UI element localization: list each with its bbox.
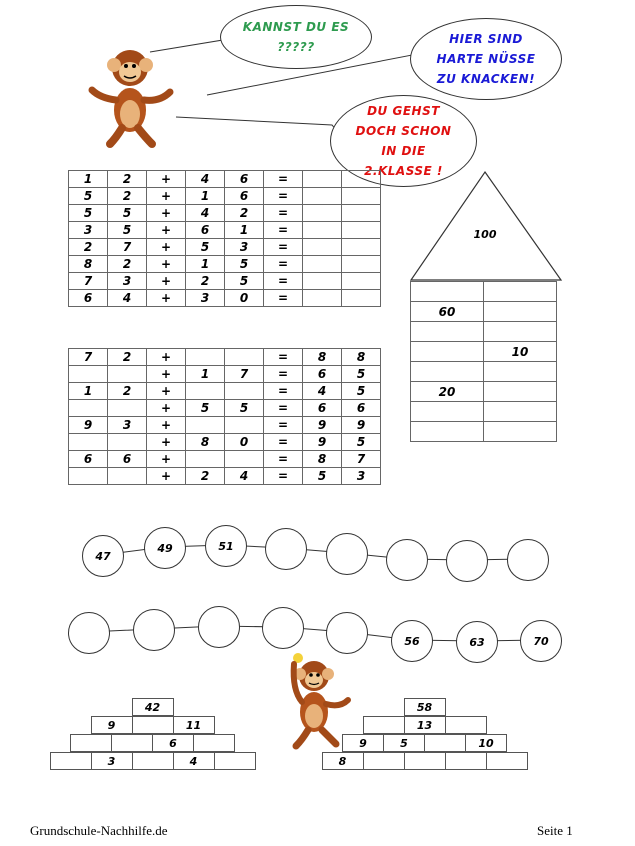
table1-row: [69, 256, 381, 273]
pyramid-brick: 42: [132, 698, 174, 716]
table2-cell: 2: [108, 349, 147, 366]
house-row: [411, 302, 557, 322]
table2-cell: [186, 451, 225, 468]
table2-cell: 7: [225, 366, 264, 383]
table1-cell: [342, 171, 381, 188]
table2-cell: =: [264, 366, 303, 383]
table2-cell: 4: [303, 383, 342, 400]
house-cell: [484, 322, 557, 342]
table2-cell: 6: [303, 400, 342, 417]
footer-site: Grundschule-Nachhilfe.de: [30, 823, 168, 838]
pyramid-brick: 13: [404, 716, 446, 734]
table1-cell: [303, 205, 342, 222]
chain-circle: [198, 606, 240, 648]
house-cell: [411, 402, 484, 422]
house-row: [411, 362, 557, 382]
house-cell: [411, 282, 484, 302]
house-row: [411, 422, 557, 442]
table2-row: [69, 468, 381, 485]
table1-cell: =: [264, 256, 303, 273]
table1-cell: 2: [225, 205, 264, 222]
pyramid-brick: 9: [91, 716, 133, 734]
pyramid-brick: [363, 716, 405, 734]
table1-cell: [342, 273, 381, 290]
chain-circle: [507, 539, 549, 581]
table1-row: [69, 290, 381, 307]
table1-cell: 1: [69, 171, 108, 188]
chain-circle: 63: [456, 621, 498, 663]
house-row: [411, 282, 557, 302]
table1-row: [69, 273, 381, 290]
table1-cell: 7: [108, 239, 147, 256]
table1-cell: 2: [186, 273, 225, 290]
table1-cell: [303, 171, 342, 188]
table1-cell: =: [264, 222, 303, 239]
chain-circle: [326, 612, 368, 654]
table2-cell: =: [264, 417, 303, 434]
table1-cell: =: [264, 290, 303, 307]
house-cell: 60: [411, 302, 484, 322]
table1-cell: 2: [108, 171, 147, 188]
table1-cell: 4: [186, 171, 225, 188]
table2-cell: 2: [186, 468, 225, 485]
table1-cell: +: [147, 239, 186, 256]
chain-circle: 47: [82, 535, 124, 577]
pyramid-brick: 6: [152, 734, 194, 752]
house-cell: [411, 342, 484, 362]
pyramid-brick: [111, 734, 153, 752]
table1-cell: +: [147, 205, 186, 222]
house-cell: 20: [411, 382, 484, 402]
table1-cell: 6: [69, 290, 108, 307]
table2-cell: 6: [108, 451, 147, 468]
table2-cell: +: [147, 417, 186, 434]
table1-cell: 7: [69, 273, 108, 290]
table2-cell: [225, 451, 264, 468]
pyramid-brick: 58: [404, 698, 446, 716]
table1-cell: 1: [186, 188, 225, 205]
table1-row: [69, 188, 381, 205]
table1-row: [69, 222, 381, 239]
pyramid-brick: [445, 752, 487, 770]
addition-table-1: [68, 170, 381, 307]
table2-cell: [225, 349, 264, 366]
table2-cell: 6: [69, 451, 108, 468]
table2-cell: 6: [303, 366, 342, 383]
table2-cell: +: [147, 468, 186, 485]
house-roof-value: 100: [473, 228, 497, 241]
table1-row: [69, 205, 381, 222]
table2-row: [69, 383, 381, 400]
chain-circle: 49: [144, 527, 186, 569]
chain-circle: [326, 533, 368, 575]
table2-cell: =: [264, 383, 303, 400]
table1-cell: [342, 205, 381, 222]
table1-cell: 5: [108, 205, 147, 222]
house-cell: [411, 322, 484, 342]
table2-cell: [186, 417, 225, 434]
table1-cell: 6: [225, 188, 264, 205]
table1-cell: 4: [186, 205, 225, 222]
pyramid-brick: [214, 752, 256, 770]
table1-cell: 5: [225, 256, 264, 273]
table1-cell: 6: [186, 222, 225, 239]
pyramid-brick: [132, 716, 174, 734]
chain-circle: [68, 612, 110, 654]
pyramid-brick: [193, 734, 235, 752]
table2-cell: [69, 400, 108, 417]
table1-cell: [303, 256, 342, 273]
table1-cell: =: [264, 188, 303, 205]
table2-cell: 8: [303, 349, 342, 366]
pyramid-brick: [404, 752, 446, 770]
speech-bubble-1: [220, 5, 372, 69]
table1-cell: [303, 188, 342, 205]
pyramid-brick: 8: [322, 752, 364, 770]
table2-cell: [108, 400, 147, 417]
table1-cell: [342, 188, 381, 205]
table2-cell: 0: [225, 434, 264, 451]
chain-circle: [386, 539, 428, 581]
table2-cell: [69, 468, 108, 485]
table2-cell: 2: [108, 383, 147, 400]
table1-cell: +: [147, 222, 186, 239]
pyramid-brick: 5: [383, 734, 425, 752]
table1-cell: +: [147, 171, 186, 188]
table2-cell: +: [147, 451, 186, 468]
table2-cell: 7: [69, 349, 108, 366]
addition-table-2: [68, 348, 381, 485]
table1-cell: [303, 222, 342, 239]
table2-row: [69, 349, 381, 366]
table2-cell: [69, 434, 108, 451]
table2-cell: 6: [342, 400, 381, 417]
pyramid-brick: 4: [173, 752, 215, 770]
chain-circle: [262, 607, 304, 649]
table1-cell: [342, 239, 381, 256]
chain-circle: 70: [520, 620, 562, 662]
house-cell: [411, 362, 484, 382]
table1-cell: =: [264, 239, 303, 256]
table1-row: [69, 171, 381, 188]
table1-cell: =: [264, 171, 303, 188]
table2-cell: =: [264, 451, 303, 468]
house-cell: [411, 422, 484, 442]
table2-cell: [225, 417, 264, 434]
table2-cell: 7: [342, 451, 381, 468]
chain-circle: 51: [205, 525, 247, 567]
table2-row: [69, 434, 381, 451]
table1-cell: [303, 290, 342, 307]
monkey-with-lightbulb-illustration: [278, 650, 358, 750]
table1-cell: 3: [225, 239, 264, 256]
footer-page: Seite 1: [537, 823, 573, 838]
table2-cell: 5: [186, 400, 225, 417]
table2-cell: 5: [225, 400, 264, 417]
pyramid-brick: [132, 752, 174, 770]
table1-cell: 5: [108, 222, 147, 239]
table2-cell: 8: [303, 451, 342, 468]
table1-cell: [342, 222, 381, 239]
table1-cell: 2: [69, 239, 108, 256]
table2-cell: +: [147, 434, 186, 451]
table1-cell: 5: [186, 239, 225, 256]
table2-row: [69, 417, 381, 434]
table2-cell: 1: [69, 383, 108, 400]
table1-cell: =: [264, 205, 303, 222]
table1-cell: 8: [69, 256, 108, 273]
house-cell: [484, 382, 557, 402]
house-cell: [484, 302, 557, 322]
table1-cell: 2: [108, 188, 147, 205]
table1-cell: 5: [69, 205, 108, 222]
pyramid-brick: 11: [173, 716, 215, 734]
table2-cell: +: [147, 400, 186, 417]
table1-cell: 3: [108, 273, 147, 290]
table2-cell: 5: [342, 434, 381, 451]
table2-cell: 9: [303, 434, 342, 451]
table2-cell: [108, 366, 147, 383]
house-row: [411, 342, 557, 362]
table1-cell: 2: [108, 256, 147, 273]
table2-cell: [225, 383, 264, 400]
table1-cell: +: [147, 256, 186, 273]
table2-cell: 1: [186, 366, 225, 383]
table2-cell: 8: [342, 349, 381, 366]
house-row: [411, 382, 557, 402]
house-cell: [484, 422, 557, 442]
chain-circle: [265, 528, 307, 570]
table2-cell: =: [264, 468, 303, 485]
house-row: [411, 402, 557, 422]
table1-cell: 4: [108, 290, 147, 307]
table1-cell: 5: [69, 188, 108, 205]
chain-circle: [133, 609, 175, 651]
table1-cell: =: [264, 273, 303, 290]
house-cell: [484, 402, 557, 422]
table2-cell: +: [147, 366, 186, 383]
table2-cell: 3: [342, 468, 381, 485]
pyramid-brick: [50, 752, 92, 770]
table1-cell: +: [147, 273, 186, 290]
table2-cell: +: [147, 349, 186, 366]
table2-cell: 3: [108, 417, 147, 434]
table2-cell: 8: [186, 434, 225, 451]
table1-cell: 0: [225, 290, 264, 307]
house-row: [411, 322, 557, 342]
chain-circle: [446, 540, 488, 582]
table2-row: [69, 366, 381, 383]
table2-cell: =: [264, 400, 303, 417]
table2-cell: [108, 434, 147, 451]
house-cell: [484, 362, 557, 382]
house-roof: [408, 170, 564, 282]
table2-cell: [186, 383, 225, 400]
pyramid-brick: 9: [342, 734, 384, 752]
speech-bubble-2: [410, 18, 562, 100]
speech-bubble-3-text: DU GEHST DOCH SCHON IN DIE 2.KLASSE !: [355, 104, 452, 178]
house-table: [410, 281, 557, 442]
table1-cell: 3: [69, 222, 108, 239]
table2-cell: [186, 349, 225, 366]
table2-cell: =: [264, 434, 303, 451]
table2-cell: +: [147, 383, 186, 400]
table1-cell: [342, 256, 381, 273]
table1-row: [69, 239, 381, 256]
pyramid-brick: [70, 734, 112, 752]
table2-cell: [69, 366, 108, 383]
table2-row: [69, 451, 381, 468]
table1-cell: +: [147, 188, 186, 205]
table1-cell: [303, 239, 342, 256]
table1-cell: 3: [186, 290, 225, 307]
pyramid-brick: [486, 752, 528, 770]
table2-cell: [108, 468, 147, 485]
table2-cell: 9: [342, 417, 381, 434]
table2-cell: =: [264, 349, 303, 366]
pyramid-brick: [424, 734, 466, 752]
table2-cell: 9: [303, 417, 342, 434]
table2-cell: 4: [225, 468, 264, 485]
table1-cell: 5: [225, 273, 264, 290]
table1-cell: 1: [225, 222, 264, 239]
pyramid-brick: [363, 752, 405, 770]
table2-cell: 5: [342, 383, 381, 400]
pyramid-brick: 10: [465, 734, 507, 752]
speech-bubble-2-text: HIER SIND HARTE NÜSSE ZU KNACKEN!: [436, 32, 536, 86]
table1-cell: [303, 273, 342, 290]
house-cell: 10: [484, 342, 557, 362]
table2-cell: 5: [303, 468, 342, 485]
pyramid-brick: 3: [91, 752, 133, 770]
table1-cell: +: [147, 290, 186, 307]
pyramid-brick: [445, 716, 487, 734]
table1-cell: [342, 290, 381, 307]
table2-cell: 9: [69, 417, 108, 434]
table1-cell: 6: [225, 171, 264, 188]
table1-cell: 1: [186, 256, 225, 273]
speech-bubble-1-text: KANNST DU ES ?????: [242, 20, 350, 54]
table2-row: [69, 400, 381, 417]
chain-circle: 56: [391, 620, 433, 662]
house-cell: [484, 282, 557, 302]
table2-cell: 5: [342, 366, 381, 383]
